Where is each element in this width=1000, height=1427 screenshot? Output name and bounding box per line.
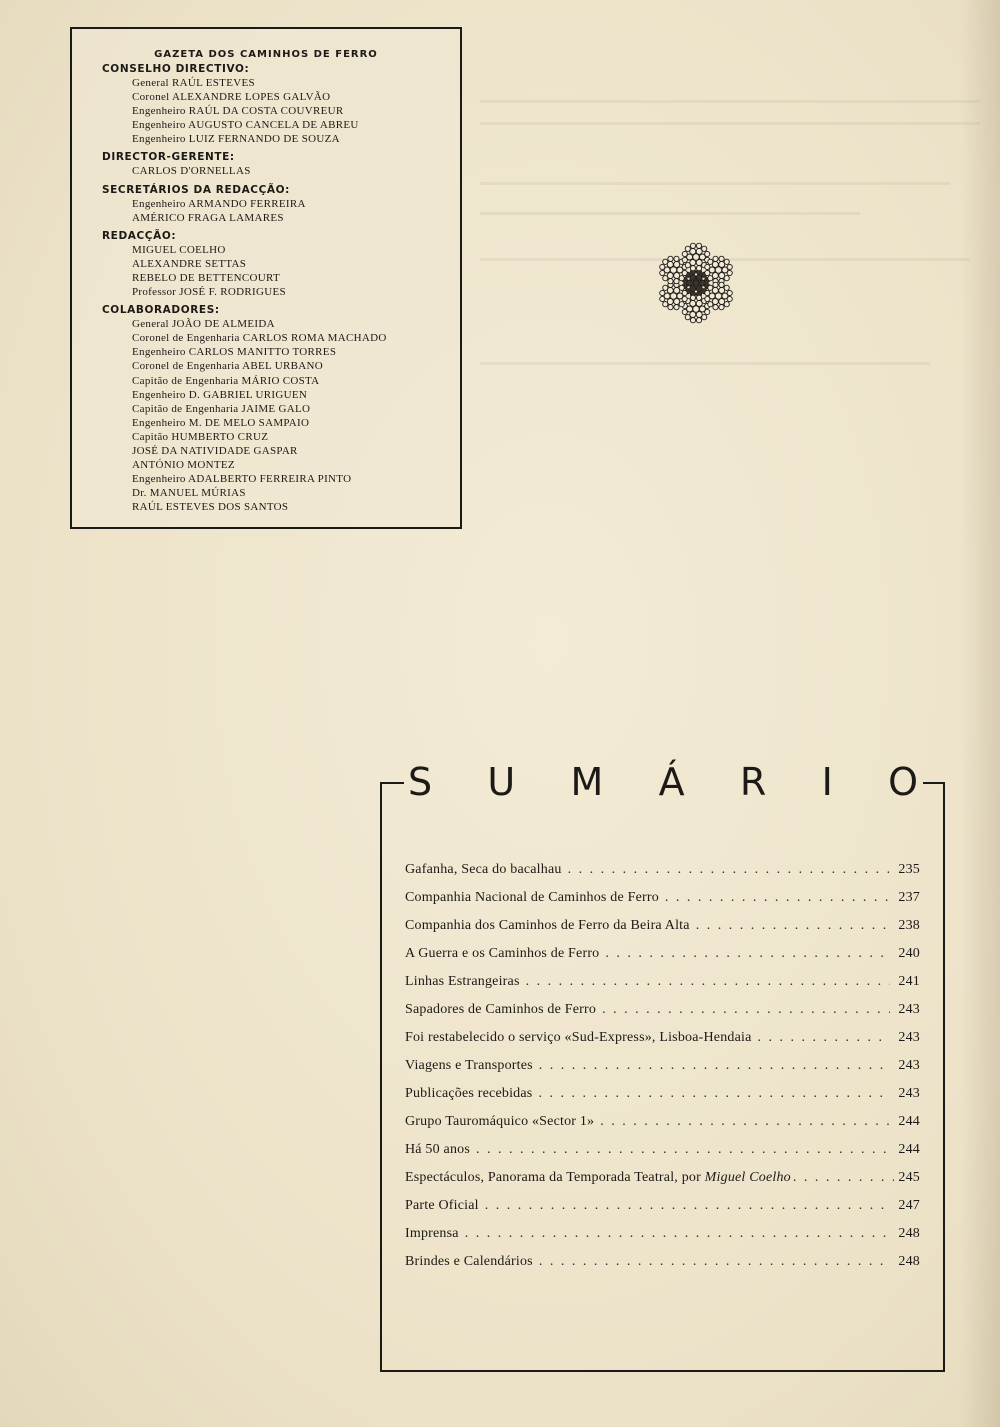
toc-leader-dots [758, 1030, 890, 1046]
member-name: Capitão de Engenharia JAIME GALO [132, 402, 311, 415]
sumario-letter: S [408, 760, 433, 804]
member-name: Engenheiro ADALBERTO FERREIRA PINTO [132, 473, 352, 486]
toc-entry-title: Companhia dos Caminhos de Ferro da Beira Alta [405, 918, 690, 933]
bleed-through-line [480, 100, 980, 103]
toc-entry-title: Viagens e Transportes [405, 1058, 533, 1073]
wire-rope-emblem-icon [655, 238, 737, 328]
toc-entry-page: 240 [898, 946, 920, 961]
toc-leader-dots [696, 918, 890, 934]
member-name: Capitão de Engenharia MÁRIO COSTA [132, 374, 320, 387]
member-name: Engenheiro RAÚL DA COSTA COUVREUR [132, 105, 344, 118]
section-heading: SECRETÁRIOS DA REDACÇÃO: [102, 183, 290, 196]
toc-entry-title: Publicações recebidas [405, 1086, 533, 1101]
toc-entry [405, 862, 920, 890]
section-heading: CONSELHO DIRECTIVO: [102, 63, 250, 75]
toc-entry-page: 244 [898, 1114, 920, 1129]
section-heading: COLABORADORES: [102, 304, 220, 317]
member-name: Engenheiro AUGUSTO CANCELA DE ABREU [132, 119, 359, 132]
member-name: General JOÃO DE ALMEIDA [132, 318, 275, 331]
member-name: Capitão HUMBERTO CRUZ [132, 430, 269, 443]
toc-leader-dots [526, 974, 890, 990]
toc-leader-dots [485, 1198, 890, 1214]
toc-entry [405, 1002, 920, 1030]
page-edge-shadow [960, 0, 1000, 1427]
masthead-section [72, 62, 460, 146]
member-name: Engenheiro LUIZ FERNANDO DE SOUZA [132, 133, 340, 146]
toc-entry-page: 243 [898, 1086, 920, 1101]
toc-entry [405, 918, 920, 946]
heading-rule-right [923, 782, 945, 784]
toc-entry-page: 245 [898, 1170, 920, 1185]
toc-entry [405, 1086, 920, 1114]
bleed-through-line [480, 182, 950, 185]
toc-entry-page: 248 [898, 1226, 920, 1241]
masthead-sections [72, 62, 460, 514]
member-name: RAÚL ESTEVES DOS SANTOS [132, 501, 289, 514]
member-name: Professor JOSÉ F. RODRIGUES [132, 286, 286, 299]
member-name: ALEXANDRE SETTAS [132, 257, 247, 270]
section-heading: DIRECTOR-GERENTE: [102, 151, 235, 164]
bleed-through-line [480, 122, 980, 125]
toc-leader-dots [538, 1086, 890, 1102]
toc-entry-title: Foi restabelecido o serviço «Sud-Express», Lisboa-Hendaia [405, 1030, 752, 1045]
member-name: JOSÉ DA NATIVIDADE GASPAR [132, 444, 298, 457]
toc-entry [405, 946, 920, 974]
masthead-section [72, 183, 460, 225]
member-name: Coronel de Engenharia CARLOS ROMA MACHADO [132, 332, 387, 345]
section-heading: REDACÇÃO: [102, 229, 177, 242]
member-name: ANTÓNIO MONTEZ [132, 459, 235, 472]
sumario-letter: Á [658, 760, 685, 804]
bleed-through-line [480, 212, 860, 215]
member-name: REBELO DE BETTENCOURT [132, 271, 281, 284]
toc-entry [405, 1198, 920, 1226]
toc-entry-page: 248 [898, 1254, 920, 1269]
toc-entry [405, 1058, 920, 1086]
masthead-title: GAZETA DOS CAMINHOS DE FERRO [154, 49, 378, 60]
toc-entry [405, 1170, 920, 1198]
sumario-letter: O [888, 760, 918, 804]
toc-entry [405, 1254, 920, 1282]
member-name: AMÉRICO FRAGA LAMARES [132, 211, 284, 224]
table-of-contents [405, 862, 920, 1282]
member-name: Coronel de Engenharia ABEL URBANO [132, 360, 323, 373]
sumario-letter: R [739, 760, 767, 804]
toc-entry-title: Imprensa [405, 1226, 459, 1241]
sumario-letter: M [570, 760, 604, 804]
sumario-heading [380, 760, 945, 804]
toc-entry [405, 1142, 920, 1170]
toc-leader-dots [793, 1170, 894, 1186]
toc-leader-dots [539, 1058, 890, 1074]
masthead-section [72, 150, 460, 178]
toc-entry-title: Espectáculos, Panorama da Temporada Teatral, por Miguel Coelho [405, 1170, 791, 1185]
toc-entry-page: 243 [898, 1058, 920, 1073]
sumario-letter: U [487, 760, 516, 804]
toc-entry-page: 247 [898, 1198, 920, 1213]
member-name: Engenheiro ARMANDO FERREIRA [132, 197, 306, 210]
heading-rule-left [380, 782, 404, 784]
toc-entry-page: 237 [898, 890, 920, 905]
toc-leader-dots [602, 1002, 890, 1018]
toc-entry-title: Há 50 anos [405, 1142, 470, 1157]
toc-entry-title: Gafanha, Seca do bacalhau [405, 862, 562, 877]
toc-entry-title: Companhia Nacional de Caminhos de Ferro [405, 890, 659, 905]
toc-entry-title: Sapadores de Caminhos de Ferro [405, 1002, 597, 1017]
masthead-section [72, 229, 460, 299]
sumario-title [408, 760, 918, 804]
member-name: CARLOS D'ORNELLAS [132, 165, 251, 178]
toc-entry [405, 1226, 920, 1254]
member-name: Coronel ALEXANDRE LOPES GALVÃO [132, 91, 331, 104]
toc-entry-title: A Guerra e os Caminhos de Ferro [405, 946, 600, 961]
toc-entry-page: 238 [898, 918, 920, 933]
toc-entry-author: Miguel Coelho [704, 1170, 791, 1185]
toc-entry-page: 235 [898, 862, 920, 877]
toc-entry [405, 1030, 920, 1058]
toc-leader-dots [568, 862, 890, 878]
toc-entry-title: Linhas Estrangeiras [405, 974, 520, 989]
toc-entry-title: Grupo Tauromáquico «Sector 1» [405, 1114, 595, 1129]
member-name: Engenheiro CARLOS MANITTO TORRES [132, 346, 337, 359]
toc-entry-title: Parte Oficial [405, 1198, 479, 1213]
toc-leader-dots [605, 946, 890, 962]
member-name: MIGUEL COELHO [132, 243, 226, 256]
masthead-box [70, 27, 462, 529]
toc-leader-dots [476, 1142, 890, 1158]
bleed-through-line [480, 362, 930, 365]
toc-leader-dots [600, 1114, 890, 1130]
toc-entry-title: Brindes e Calendários [405, 1254, 533, 1269]
member-name: Engenheiro M. DE MELO SAMPAIO [132, 416, 310, 429]
toc-leader-dots [465, 1226, 890, 1242]
toc-entry [405, 974, 920, 1002]
sumario-letter: I [821, 760, 833, 804]
member-name: General RAÚL ESTEVES [132, 77, 255, 89]
toc-entry-page: 241 [898, 974, 920, 989]
toc-leader-dots [665, 890, 890, 906]
toc-entry [405, 1114, 920, 1142]
toc-entry-page: 243 [898, 1030, 920, 1045]
toc-leader-dots [539, 1254, 890, 1270]
toc-entry [405, 890, 920, 918]
member-name: Engenheiro D. GABRIEL URIGUEN [132, 388, 308, 401]
toc-entry-page: 244 [898, 1142, 920, 1157]
toc-entry-page: 243 [898, 1002, 920, 1017]
member-name: Dr. MANUEL MÚRIAS [132, 487, 246, 500]
masthead-section [72, 303, 460, 514]
